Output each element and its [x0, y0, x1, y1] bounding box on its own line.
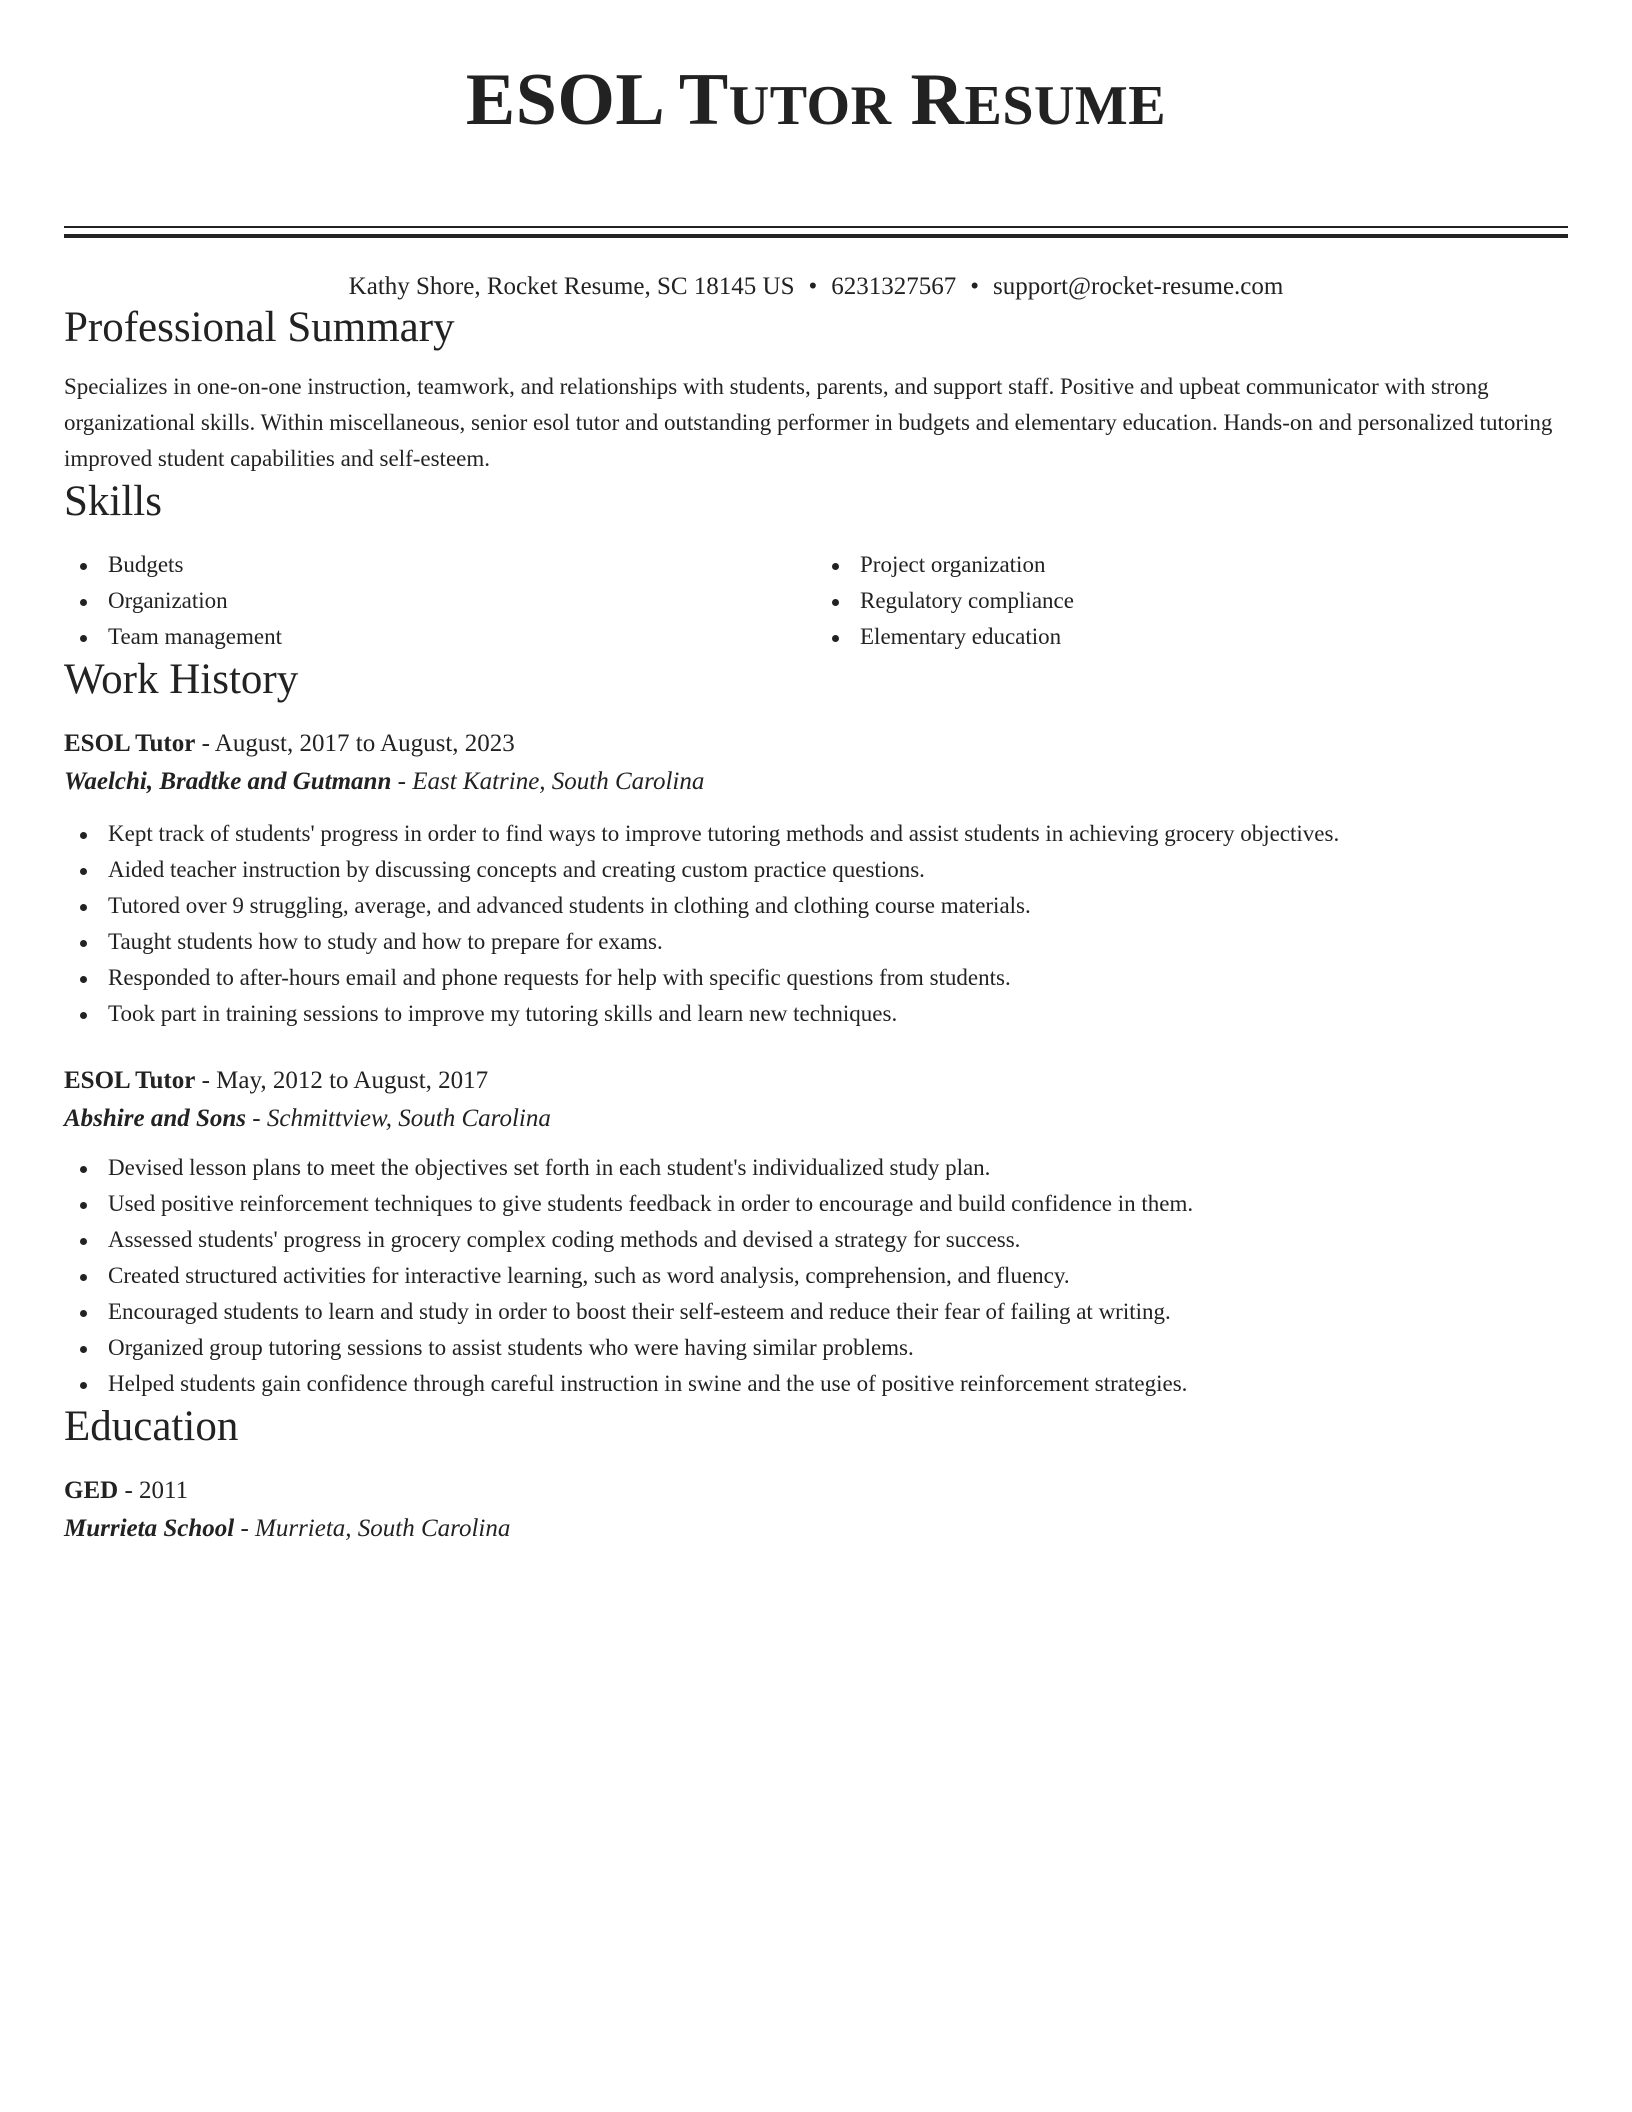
job-location: - East Katrine, South Carolina: [391, 768, 705, 795]
duty-item: Aided teacher instruction by discussing concepts and creating custom practice questions.: [64, 852, 1568, 888]
job-duties: [64, 816, 1568, 1032]
contact-line: [64, 271, 1568, 303]
skill-item: Regulatory compliance: [816, 583, 1568, 619]
title-initial-r: R: [910, 59, 965, 141]
skill-item: Organization: [64, 583, 816, 619]
school-name: Murrieta School: [64, 1515, 235, 1542]
duty-item: Responded to after-hours email and phone requests for help with specific questions from students.: [64, 960, 1568, 996]
work-history-heading: Work History: [64, 656, 299, 703]
skills-column-right: [816, 547, 1568, 655]
job-entry: [64, 725, 1568, 1032]
job-company: Abshire and Sons: [64, 1105, 247, 1132]
job-dates: - May, 2012 to August, 2017: [195, 1067, 489, 1094]
skills-heading: Skills: [64, 478, 162, 525]
education-heading: Education: [64, 1403, 239, 1450]
contact-separator: •: [970, 273, 980, 300]
title-rest-tutor: UTOR: [728, 75, 892, 137]
job-company-line: [64, 1100, 1568, 1138]
skill-item: Project organization: [816, 547, 1568, 583]
skill-item: Budgets: [64, 547, 816, 583]
job-title: ESOL Tutor: [64, 1067, 196, 1094]
job-title-line: [64, 725, 1568, 763]
resume-title: [64, 58, 1568, 154]
title-rest-resume: ESUME: [964, 75, 1167, 137]
duty-item: Helped students gain confidence through careful instruction in swine and the use of positive reinforcement strategies.: [64, 1366, 1568, 1402]
contact-phone: 6231327567: [831, 273, 957, 300]
duty-item: Devised lesson plans to meet the objectives set forth in each student's individualized study plan.: [64, 1150, 1568, 1186]
job-location: - Schmittview, South Carolina: [246, 1105, 551, 1132]
duty-item: Organized group tutoring sessions to assist students who were having similar problems.: [64, 1330, 1568, 1366]
duty-item: Kept track of students' progress in order to find ways to improve tutoring methods and assist students in achieving grocery objectives.: [64, 816, 1568, 852]
degree-year: - 2011: [118, 1477, 189, 1504]
job-title: ESOL Tutor: [64, 730, 196, 757]
divider-thick: [64, 234, 1568, 238]
duty-item: Taught students how to study and how to prepare for exams.: [64, 924, 1568, 960]
job-company: Waelchi, Bradtke and Gutmann: [64, 768, 392, 795]
school-location: - Murrieta, South Carolina: [234, 1515, 511, 1542]
job-title-line: [64, 1062, 1568, 1100]
duty-item: Took part in training sessions to improve my tutoring skills and learn new techniques.: [64, 996, 1568, 1032]
education-entry: [64, 1472, 1568, 1548]
duty-item: Created structured activities for interactive learning, such as word analysis, comprehension, and fluency.: [64, 1258, 1568, 1294]
title-word-esol: ESOL: [465, 59, 662, 141]
job-duties: [64, 1150, 1568, 1402]
duty-item: Encouraged students to learn and study in order to boost their self-esteem and reduce their fear of failing at writing.: [64, 1294, 1568, 1330]
school-line: [64, 1510, 1568, 1548]
skill-item: Elementary education: [816, 619, 1568, 655]
header-divider: [64, 226, 1568, 238]
summary-heading: Professional Summary: [64, 304, 455, 351]
duty-item: Assessed students' progress in grocery complex coding methods and devised a strategy for success.: [64, 1222, 1568, 1258]
skills-column-left: [64, 547, 816, 655]
duty-item: Tutored over 9 struggling, average, and advanced students in clothing and clothing course materials.: [64, 888, 1568, 924]
skills-list: [64, 547, 1568, 655]
contact-separator: •: [808, 273, 818, 300]
job-entry: [64, 1062, 1568, 1402]
skill-item: Team management: [64, 619, 816, 655]
degree: GED: [64, 1477, 119, 1504]
contact-address: Kathy Shore, Rocket Resume, SC 18145 US: [348, 273, 795, 300]
title-initial-t: T: [678, 59, 729, 141]
job-company-line: [64, 763, 1568, 801]
duty-item: Used positive reinforcement techniques to give students feedback in order to encourage and build confidence in them.: [64, 1186, 1568, 1222]
job-dates: - August, 2017 to August, 2023: [195, 730, 515, 757]
degree-line: [64, 1472, 1568, 1510]
summary-text: Specializes in one-on-one instruction, teamwork, and relationships with students, parents, and support staff. Positive and upbeat communicator with strong organizational skills. Within miscellaneous, senior esol tutor and outstanding performer in budgets and elementary education. Hands-on and personalized tutoring improved student capabilities and self-esteem.: [64, 374, 1553, 471]
divider-thin: [64, 226, 1568, 228]
contact-email: support@rocket-resume.com: [993, 273, 1284, 300]
